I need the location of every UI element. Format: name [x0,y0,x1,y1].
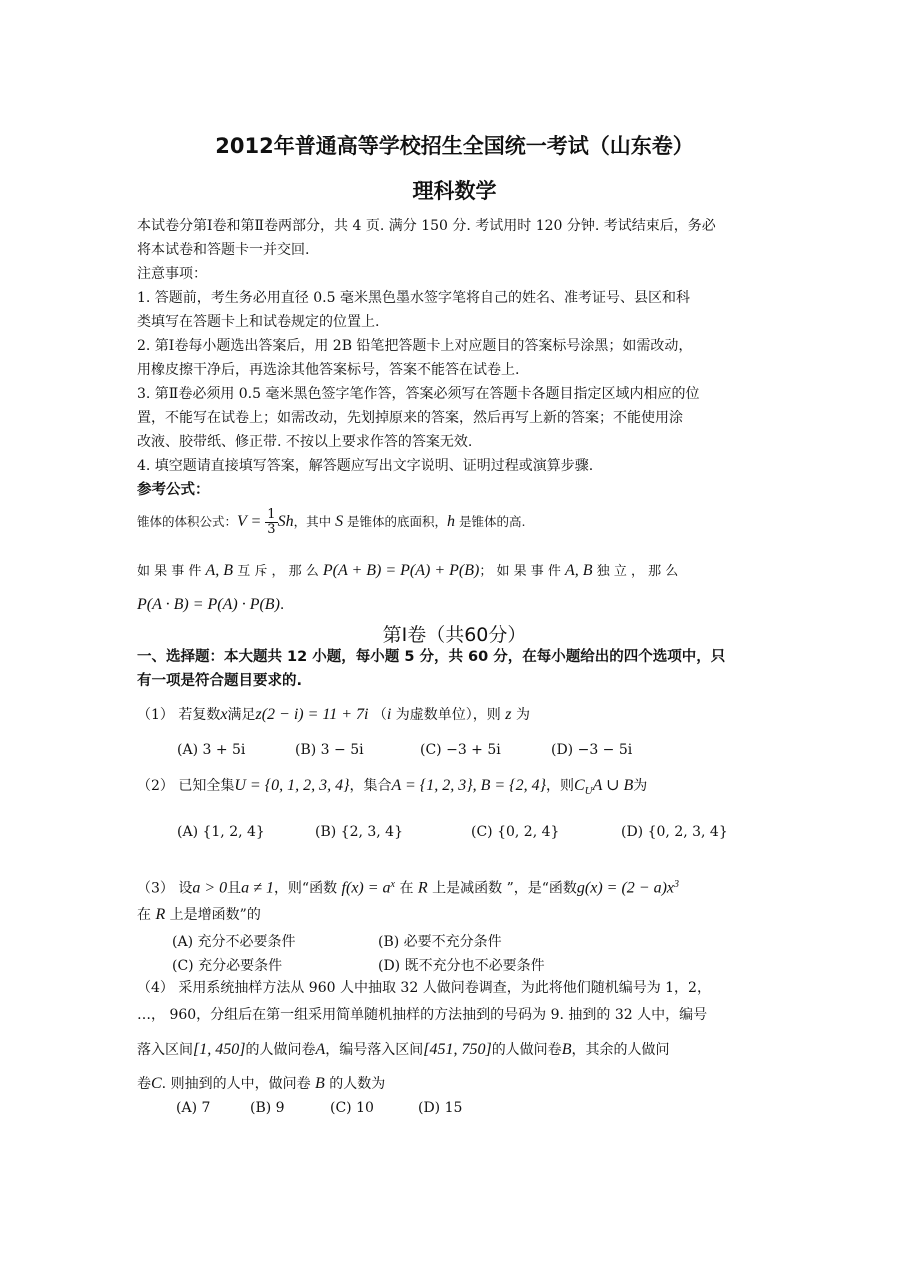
q3-r-1: R [417,879,428,897]
q3-text-e: 上是减函数 ”，是“函数 [427,880,577,897]
q3-cond-2: a ≠ 1 [241,879,274,897]
note-line-5: 3. 第Ⅱ卷必须用 0.5 毫米黑色签字笔作答，答案必须写在答题卡各题目指定区域内相应的位 [137,386,700,402]
part1-header-line-2: 有一项是符合题目要求的. [137,673,303,689]
q2-universal-set: U = {0, 1, 2, 3, 4} [234,777,350,794]
question-4-line-4 [137,1075,385,1093]
q2-expression: A ∪ B [592,777,634,794]
formula-cone-s: S [335,513,344,530]
q4-option-a: (A) 7 [176,1100,211,1116]
q1-option-a: (A) 3 + 5i [177,742,246,758]
formula-cone-mid: ，其中 [293,514,336,529]
q4-var-b: B [561,1041,572,1058]
q2-complement: C [573,777,585,794]
q1-text-a: （1） 若复数 [137,707,221,723]
q2-text-d: 为 [633,778,648,794]
note-line-4: 用橡皮擦干净后，再选涂其他答案标号，答案不能答在试卷上. [137,362,520,378]
q3-r-2: R [155,906,166,923]
question-3-stem [137,876,679,898]
q1-equation: z(2 − i) = 11 + 7i [255,706,369,723]
fraction-numerator: 1 [267,506,276,522]
note-line-8: 4. 填空题请直接填写答案，解答题应写出文字说明、证明过程或演算步骤. [137,458,594,474]
q4-text-a: 落入区间 [137,1042,193,1058]
notes-header: 注意事项： [137,266,207,282]
q1-var-x: x [220,706,228,723]
q3-text-c: ，则“函数 [273,880,342,897]
note-line-6: 置，不能写在试卷上；如需改动，先划掉原来的答案，然后再写上新的答案；不能使用涂 [137,410,683,426]
note-line-3: 2. 第Ⅰ卷每小题选出答案后，用 2B 铅笔把答题卡上对应题目的答案标号涂黑；如需改动， [137,338,693,354]
prob-text-d: 独 立 ， 那 么 [592,564,679,579]
q4-text-d: 的人做问卷 [491,1042,562,1058]
q1-option-c: (C) −3 + 5i [420,742,501,758]
formula-cone-lhs: V = [237,513,266,530]
q3-text-d: 在 [395,880,418,897]
q3-option-a: (A) 充分不必要条件 [172,934,296,950]
q2-text-c: ，则 [545,778,574,794]
prob-eq-independent: P(A · B) = P(A) · P(B) [137,596,280,613]
prob-eq-exclusive: P(A + B) = P(A) + P(B) [322,562,480,579]
note-line-2: 类填写在答题卡上和试卷规定的位置上. [137,314,380,330]
q2-text-b: ，集合 [349,778,392,794]
q3-function-f: f(x) = a [341,879,391,897]
formula-cone-volume [137,505,526,539]
q4-option-b: (B) 9 [250,1100,285,1116]
q1-option-b: (B) 3 − 5i [295,742,364,758]
q3-option-d: (D) 既不充分也不必要条件 [378,958,545,974]
q3-text-b: 且 [227,880,242,897]
q2-option-d: (D) {0, 2, 3, 4} [621,824,728,840]
formula-cone-rhs: Sh [277,513,294,530]
q2-complement-sub: U [584,784,593,797]
prob-ab-2: A, B [565,562,593,579]
q2-option-c: (C) {0, 2, 4} [471,824,560,840]
intro-line-2: 将本试卷和答题卡一并交回. [137,242,310,258]
exam-title: 2012年普通高等学校招生全国统一考试（山东卷） [215,134,694,158]
q4-interval-2: [451, 750] [423,1041,492,1058]
formula-cone-fraction [265,508,277,537]
question-3-line-2 [137,906,261,924]
fraction-denominator: 3 [267,521,276,537]
q1-text-b: 满足 [227,707,256,723]
q3-exponent-3: 3 [674,879,680,890]
prob-text-c: ； 如 果 事 件 [479,564,566,579]
q3-line2-b: 上是增函数”的 [165,907,261,923]
q2-sets-ab: A = {1, 2, 3}, B = {2, 4} [391,777,546,794]
part1-header-line-1: 一、选择题：本大题共 12 小题，每小题 5 分，共 60 分，在每小题给出的四个选项中，只 [137,649,726,665]
q4-text-e: ，其余的人做问 [571,1042,670,1058]
question-4-line-3 [137,1041,669,1059]
formula-cone-h: h [447,513,456,530]
formula-cone-s-desc: 是锥体的底面积， [343,514,448,529]
note-line-7: 改液、胶带纸、修正带. 不按以上要求作答的答案无效. [137,434,473,450]
q3-line2-a: 在 [137,907,156,923]
prob-text-a: 如 果 事 件 [137,564,206,579]
q3-cond-1: a > 0 [192,879,228,897]
question-2-stem [137,777,647,800]
q4-text-g: . 则抽到的人中，做问卷 [161,1076,316,1092]
q1-text-e: 为 [511,707,530,723]
q4-var-a: A [315,1041,326,1058]
q2-option-b: (B) {2, 3, 4} [315,824,403,840]
prob-text-b: 互 斥 ， 那 么 [233,564,323,579]
formula-prob-line-1 [137,562,678,581]
q4-text-b: 的人做问卷 [245,1042,316,1058]
q1-var-i: i [386,706,392,723]
prob-end: . [279,597,285,613]
section-title: 第Ⅰ卷（共60分） [382,624,527,646]
exam-subtitle: 理科数学 [412,179,497,203]
q1-option-d: (D) −3 − 5i [551,742,633,758]
q1-text-d: 为虚数单位），则 [391,707,506,723]
q2-text-a: （2） 已知全集 [137,778,235,794]
q4-var-b-2: B [315,1075,325,1092]
question-1-stem [137,706,530,724]
formula-cone-prefix: 锥体的体积公式： [137,514,238,529]
q3-option-b: (B) 必要不充分条件 [378,934,502,950]
question-4-line-2: …， 960，分组后在第一组采用简单随机抽样的方法抽到的号码为 9. 抽到的 32 人中，编号 [137,1007,708,1023]
question-4-line-1: （4） 采用系统抽样方法从 960 人中抽取 32 人做问卷调查，为此将他们随机编号为 1，2， [137,980,711,996]
q1-text-c: （ [368,707,387,723]
note-line-1: 1. 答题前，考生务必用直径 0.5 毫米黑色墨水签字笔将自己的姓名、准考证号、县区和科 [137,290,690,306]
q3-text-a: （3） 设 [137,880,193,897]
q2-option-a: (A) {1, 2, 4} [177,824,265,840]
q4-option-c: (C) 10 [330,1100,374,1116]
q3-exponent-x: x [390,879,395,890]
q3-function-g: g(x) = (2 − a)x [576,879,675,897]
q4-text-c: ，编号落入区间 [325,1042,424,1058]
q4-var-c: C [151,1075,162,1092]
intro-line-1: 本试卷分第Ⅰ卷和第Ⅱ卷两部分，共 4 页. 满分 150 分. 考试用时 120 分钟. 考试结束后，务必 [137,218,716,234]
prob-ab-1: A, B [205,562,234,579]
q3-option-c: (C) 充分必要条件 [172,958,283,974]
q1-var-z: z [505,706,512,723]
q4-interval-1: [1, 450] [193,1041,246,1058]
formula-header: 参考公式： [137,482,210,498]
q4-option-d: (D) 15 [418,1100,463,1116]
formula-prob-line-2 [137,596,284,614]
q4-text-h: 的人数为 [324,1076,386,1092]
formula-cone-h-desc: 是锥体的高. [455,514,526,529]
q4-text-f: 卷 [137,1076,151,1092]
